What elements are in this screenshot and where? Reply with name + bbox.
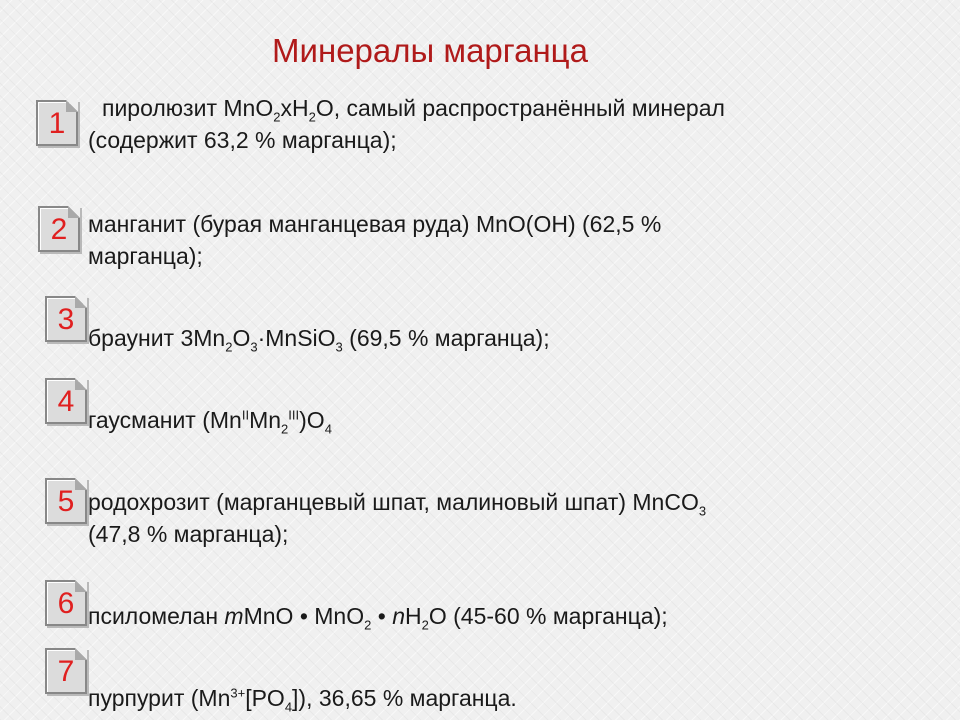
badge-number: 5 — [57, 485, 75, 518]
item-line: родохрозит (марганцевый шпат, малиновый шпат) MnCO$_3$ — [88, 489, 707, 519]
mineral-item-7 — [88, 682, 908, 714]
number-badge-3 — [45, 296, 87, 342]
item-line: псиломелан mMnO • MnO$_2$ • $nH_2O$ (45-60 % марганца); — [88, 603, 668, 633]
slide-title: Минералы марганца — [272, 32, 588, 69]
badge-number: 1 — [48, 107, 66, 140]
number-badge-4 — [45, 378, 87, 424]
item-line: гаусманит $(Mn^{II}Mn_2^{III})O_4$ — [88, 407, 332, 437]
item-line: манганит (бурая манганцевая руда) MnO(OH) (62,5 % — [88, 211, 662, 237]
mineral-item-4 — [88, 404, 908, 436]
item-line: пиролюзит $MnO_2xH_2O$, самый распространённый минерал — [102, 95, 725, 125]
mineral-item-1 — [88, 92, 908, 156]
item-line: пурпурит $(Mn^{3+}[PO_4])$, 36,65 % марганца. — [88, 685, 517, 715]
number-badge-5 — [45, 478, 87, 524]
badge-number: 2 — [50, 213, 68, 246]
item-line: (содержит 63,2 % марганца); — [88, 127, 397, 153]
badge-number: 7 — [57, 655, 75, 688]
badge-number: 3 — [57, 303, 75, 336]
item-line: браунит $3Mn_2O_3\cdot MnSiO_3$ (69,5 % марганца); — [88, 325, 550, 355]
item-line: (47,8 % марганца); — [88, 521, 289, 547]
mineral-item-6 — [88, 600, 908, 632]
badge-number: 6 — [57, 587, 75, 620]
badge-number: 4 — [57, 385, 75, 418]
number-badge-6 — [45, 580, 87, 626]
number-badge-2 — [38, 206, 80, 252]
mineral-item-3 — [88, 322, 908, 354]
number-badge-7 — [45, 648, 87, 694]
mineral-item-2 — [88, 208, 908, 272]
mineral-item-5 — [88, 486, 908, 550]
item-line: марганца); — [88, 243, 203, 269]
number-badge-1 — [36, 100, 78, 146]
